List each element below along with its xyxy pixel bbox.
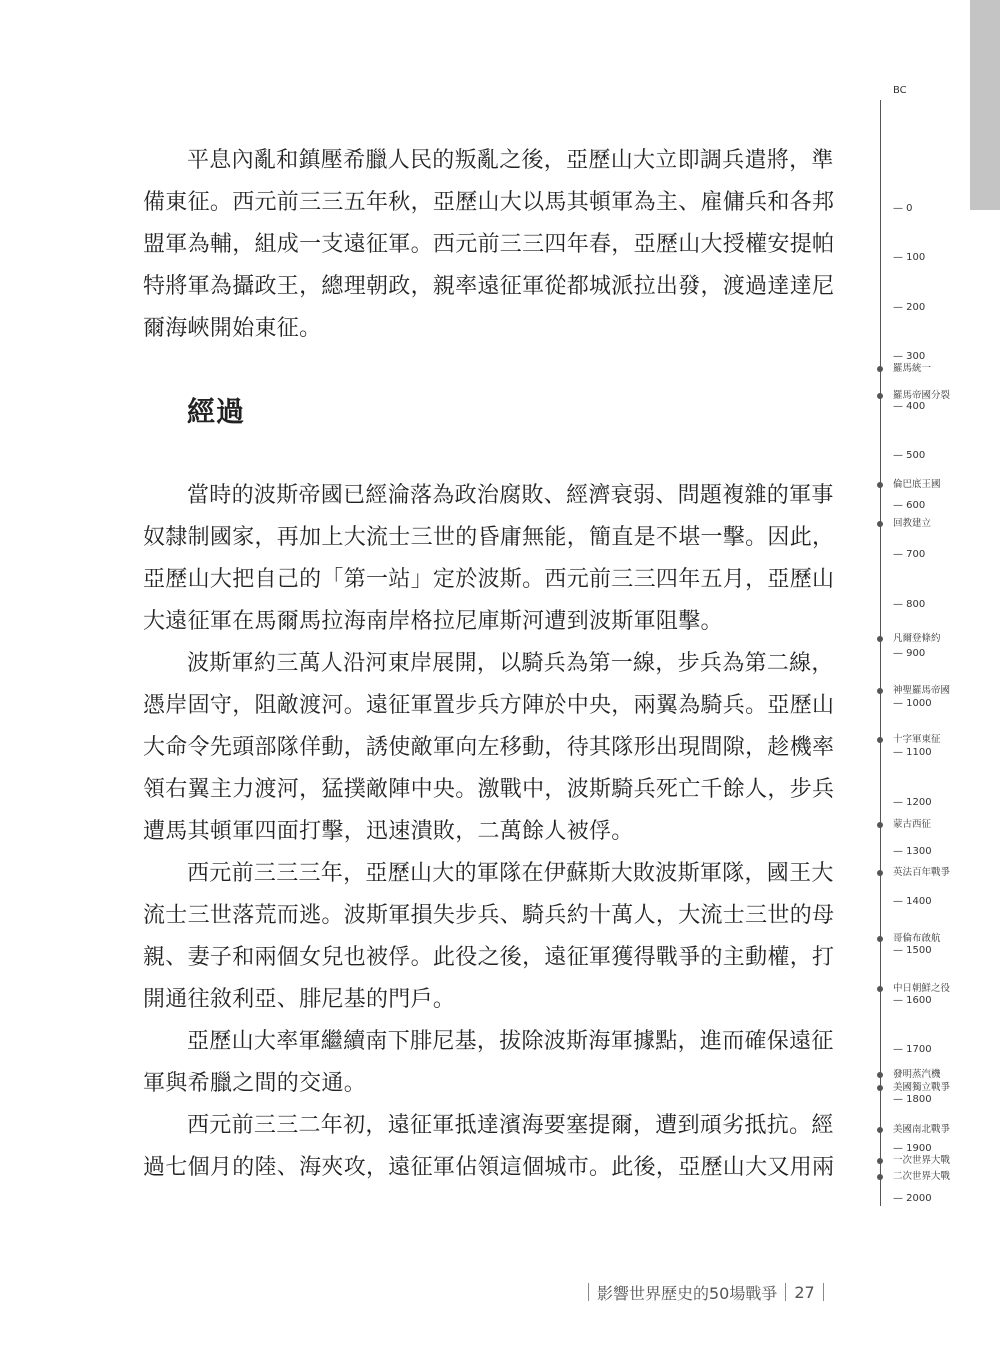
timeline-tick: — 400 <box>893 401 926 412</box>
timeline-event-dot <box>877 737 883 743</box>
footer-divider <box>588 1283 589 1301</box>
timeline-tick: — 600 <box>893 500 926 511</box>
timeline-tick: — 900 <box>893 648 926 659</box>
timeline-event-dot <box>877 936 883 942</box>
timeline-tick: — 0 <box>893 203 913 214</box>
timeline-event: 發明蒸汽機 <box>893 1069 941 1080</box>
timeline-event: 二次世界大戰 <box>893 1171 951 1182</box>
timeline-event-dot <box>877 521 883 527</box>
timeline-top-label: BC <box>893 85 907 96</box>
timeline-event-dot <box>877 1158 883 1164</box>
timeline-event-dot <box>877 636 883 642</box>
timeline-event: 美國獨立戰爭 <box>893 1082 951 1093</box>
paragraph: 西元前三三三年，亞歷山大的軍隊在伊蘇斯大敗波斯軍隊，國王大流士三世落荒而逃。波斯軍損失步兵、騎兵約十萬人，大流士三世的母親、妻子和兩個女兒也被俘。此役之後，遠征軍獲得戰爭的主動權，打開通往敘利亞、腓尼基的門戶。 <box>143 861 835 1012</box>
page-number: 27 <box>794 1282 815 1302</box>
page-footer <box>580 1281 832 1303</box>
paragraph: 波斯軍約三萬人沿河東岸展開，以騎兵為第一線，步兵為第二線，憑岸固守，阻敵渡河。遠征軍置步兵方陣於中央，兩翼為騎兵。亞歷山大命令先頭部隊佯動，誘使敵軍向左移動，待其隊形出現間隙，趁機率領右翼主力渡河，猛撲敵陣中央。激戰中，波斯騎兵死亡千餘人，步兵遭馬其頓軍四面打擊，迅速潰敗，二萬餘人被俘。 <box>143 651 835 844</box>
timeline-tick: — 100 <box>893 252 926 263</box>
timeline-event: 倫巴底王國 <box>893 479 941 490</box>
timeline-event-dot <box>877 1174 883 1180</box>
timeline-tick: — 1900 <box>893 1143 932 1154</box>
timeline-tick: — 700 <box>893 549 926 560</box>
timeline-event: 凡爾登條約 <box>893 633 941 644</box>
timeline-event-dot <box>877 822 883 828</box>
timeline-event: 十字軍東征 <box>893 734 941 745</box>
timeline-tick: — 500 <box>893 450 926 461</box>
timeline-event-dot <box>877 986 883 992</box>
timeline-tick: — 300 <box>893 351 926 362</box>
timeline-tick: — 1800 <box>893 1094 932 1105</box>
footer-divider <box>785 1283 786 1301</box>
timeline-event: 神聖羅馬帝國 <box>893 685 951 696</box>
timeline-tick: — 1500 <box>893 945 932 956</box>
paragraph: 當時的波斯帝國已經淪落為政治腐敗、經濟衰弱、問題複雜的軍事奴隸制國家，再加上大流士三世的昏庸無能，簡直是不堪一擊。因此，亞歷山大把自己的「第一站」定於波斯。西元前三三四年五月，亞歷山大遠征軍在馬爾馬拉海南岸格拉尼庫斯河遭到波斯軍阻擊。 <box>143 483 835 634</box>
timeline-event-dot <box>877 1072 883 1078</box>
timeline-event-dot <box>877 366 883 372</box>
timeline-event: 一次世界大戰 <box>893 1155 951 1166</box>
timeline-event-dot <box>877 1085 883 1091</box>
section-heading: 經過 <box>187 395 246 428</box>
timeline-tick: — 1300 <box>893 846 932 857</box>
timeline-event: 英法百年戰爭 <box>893 867 951 878</box>
timeline-event-dot <box>877 393 883 399</box>
timeline-tick: — 1000 <box>893 698 932 709</box>
timeline-event-dot <box>877 688 883 694</box>
timeline-event-dot <box>877 870 883 876</box>
timeline-event: 中日朝鮮之役 <box>893 983 951 994</box>
timeline-tick: — 1700 <box>893 1044 932 1055</box>
book-title: 影響世界歷史的50場戰爭 <box>597 1283 778 1303</box>
timeline-event: 回教建立 <box>893 518 932 529</box>
timeline-event-dot <box>877 1127 883 1133</box>
paragraph: 亞歷山大率軍繼續南下腓尼基，拔除波斯海軍據點，進而確保遠征軍與希臘之間的交通。 <box>143 1029 834 1096</box>
paragraph: 平息內亂和鎮壓希臘人民的叛亂之後，亞歷山大立即調兵遣將，準備東征。西元前三三五年秋，亞歷山大以馬其頓軍為主、雇傭兵和各邦盟軍為輔，組成一支遠征軍。西元前三三四年春，亞歷山大授權安提帕特將軍為攝政王，總理朝政，親率遠征軍從都城派拉出發，渡過達達尼爾海峽開始東征。 <box>143 148 835 341</box>
timeline-event: 蒙古西征 <box>893 819 932 830</box>
timeline-tick: — 1200 <box>893 797 932 808</box>
paragraph: 西元前三三二年初，遠征軍抵達濱海要塞提爾，遭到頑劣抵抗。經過七個月的陸、海夾攻，遠征軍佔領這個城市。此後，亞歷山大又用兩 <box>143 1113 835 1180</box>
timeline-event: 羅馬帝國分裂 <box>893 390 951 401</box>
timeline-tick: — 800 <box>893 599 926 610</box>
timeline-event: 羅馬統一 <box>893 363 932 374</box>
timeline-event-dot <box>877 482 883 488</box>
timeline-tick: — 200 <box>893 302 926 313</box>
timeline-tick: — 1600 <box>893 995 932 1006</box>
timeline-tick: — 1400 <box>893 896 932 907</box>
timeline-tick: — 1100 <box>893 747 932 758</box>
timeline-event: 美國南北戰爭 <box>893 1124 951 1135</box>
footer-divider <box>823 1283 824 1301</box>
timeline-tick: — 2000 <box>893 1193 932 1204</box>
timeline-axis <box>880 100 881 1206</box>
timeline-event: 哥倫布啟航 <box>893 933 941 944</box>
